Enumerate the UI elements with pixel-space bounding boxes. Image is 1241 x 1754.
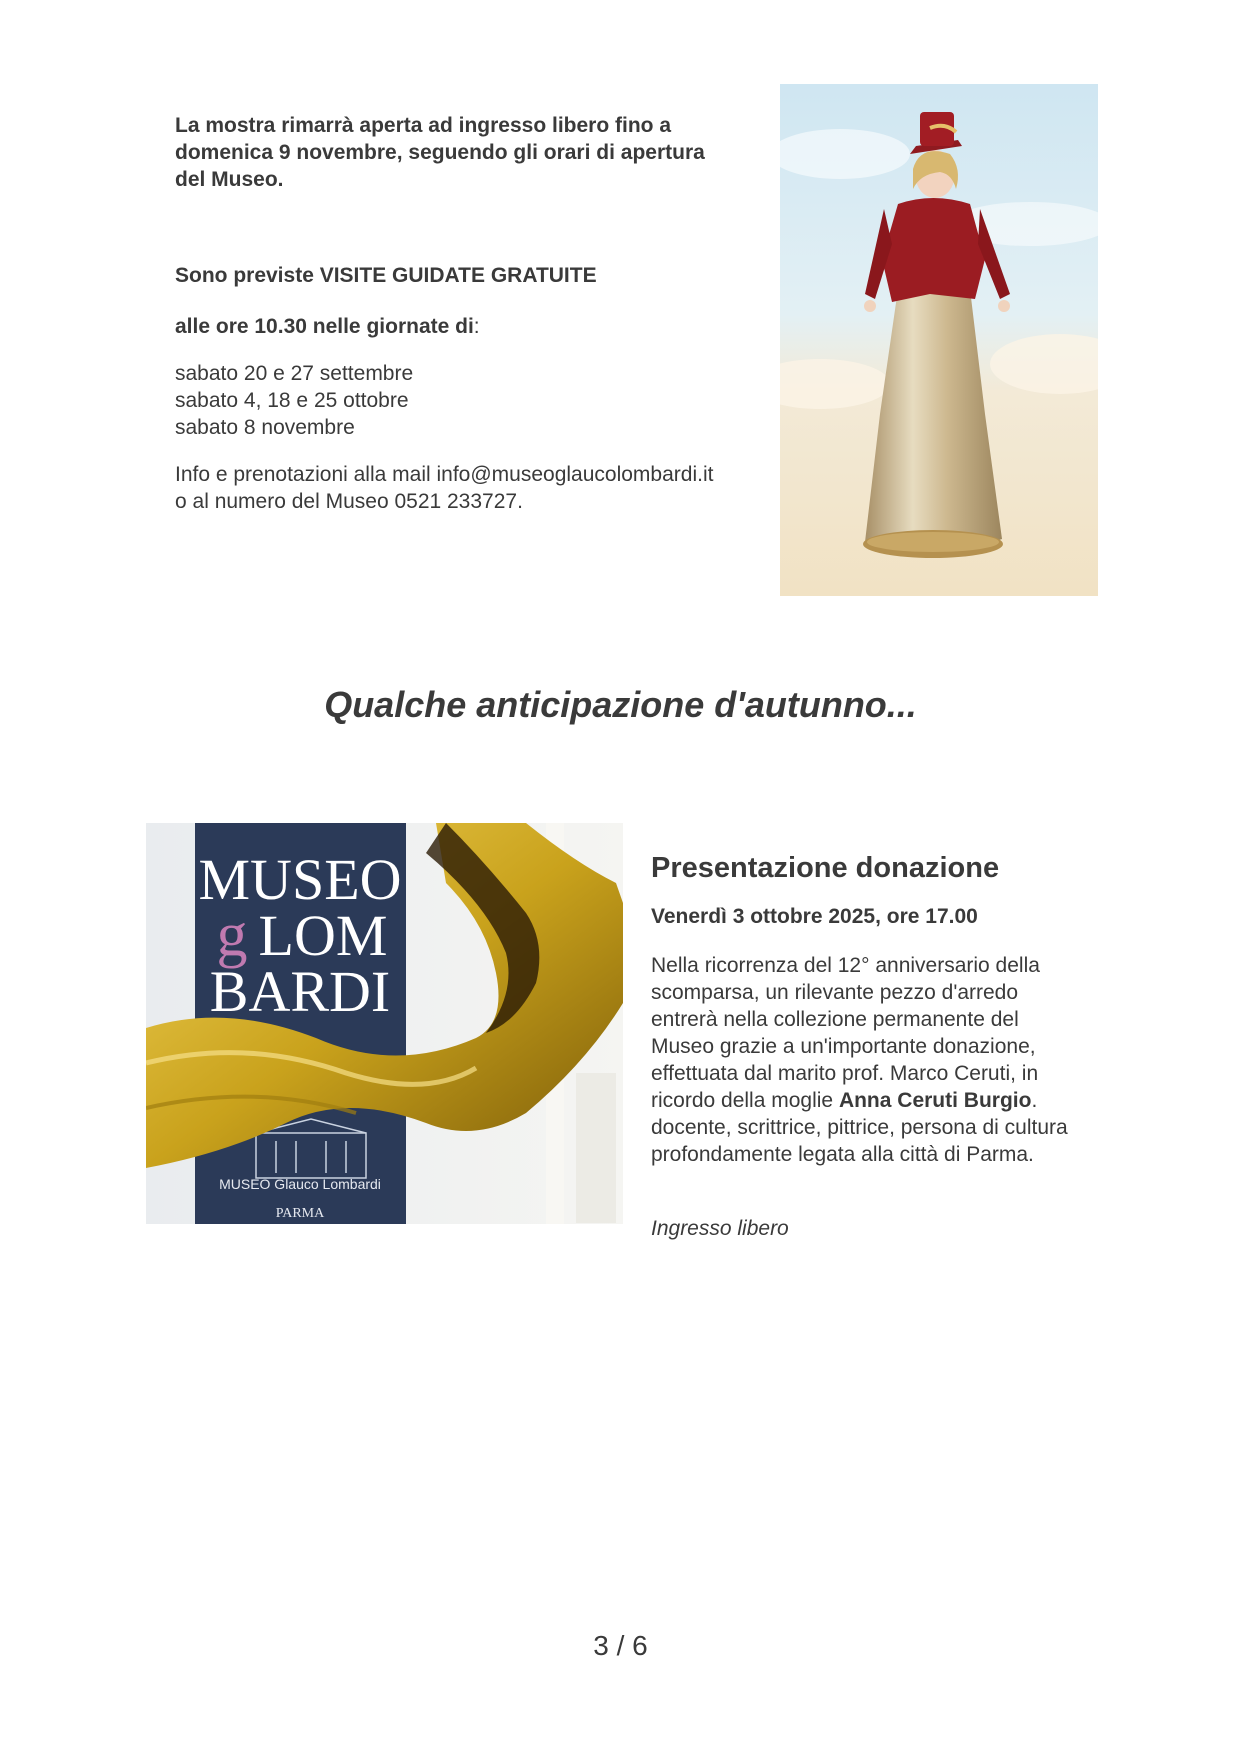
doll-illustration	[780, 84, 1098, 596]
museum-poster-illustration	[146, 823, 623, 1224]
poster-title-line3: BARDI	[209, 959, 391, 1024]
poster-title-line2: LOM	[258, 903, 388, 968]
event-description	[651, 952, 1071, 1168]
poster-title-g: g	[216, 901, 248, 969]
event-description-name: Anna Ceruti Burgio	[838, 1089, 1032, 1112]
event-description-part1: Nella ricorrenza del 12° anniversario della scomparsa, un rilevante pezzo d'arredo entrerà nella collezione permanente del Museo grazie a un'importante donazione, effettuata dal marito prof. Marco Ceruti, in ricordo della moglie	[651, 954, 1040, 1112]
doll-image	[780, 84, 1098, 596]
guided-tours-times	[175, 313, 735, 340]
booking-info-line2: o al numero del Museo 0521 233727.	[175, 490, 523, 513]
museum-poster-image	[146, 823, 623, 1224]
date-item: sabato 4, 18 e 25 ottobre	[175, 389, 409, 412]
poster-subtitle: MUSEO Glauco Lombardi	[219, 1176, 381, 1192]
poster-city: PARMA	[275, 1206, 325, 1221]
event-date: Venerdì 3 ottobre 2025, ore 17.00	[651, 905, 978, 928]
page-indicator: 3 / 6	[593, 1630, 648, 1661]
booking-info	[175, 461, 765, 515]
event-title: Presentazione donazione	[651, 852, 1000, 884]
guided-tours-line	[175, 262, 735, 289]
booking-info-line1: Info e prenotazioni alla mail info@museoglaucolombardi.it	[175, 463, 714, 486]
guided-tours-time-colon: :	[473, 315, 480, 338]
guided-tours-time-bold: alle ore 10.30 nelle giornate di	[175, 315, 474, 338]
date-item: sabato 8 novembre	[175, 416, 355, 439]
event-admission-note: Ingresso libero	[651, 1217, 789, 1240]
event-description-part2: . docente, scrittrice, pittrice, persona di cultura profondamente legata alla città di Parma.	[651, 1089, 1068, 1166]
guided-tours-highlight: VISITE GUIDATE GRATUITE	[319, 264, 597, 287]
exhibition-intro: La mostra rimarrà aperta ad ingresso libero fino a domenica 9 novembre, seguendo gli orari di apertura del Museo.	[175, 114, 705, 191]
poster-title-line1: MUSEO	[198, 847, 402, 912]
section-heading: Qualche anticipazione d'autunno...	[324, 684, 917, 725]
date-item: sabato 20 e 27 settembre	[175, 362, 414, 385]
guided-tours-dates	[175, 360, 735, 441]
guided-tours-prefix: Sono previste	[175, 264, 320, 287]
